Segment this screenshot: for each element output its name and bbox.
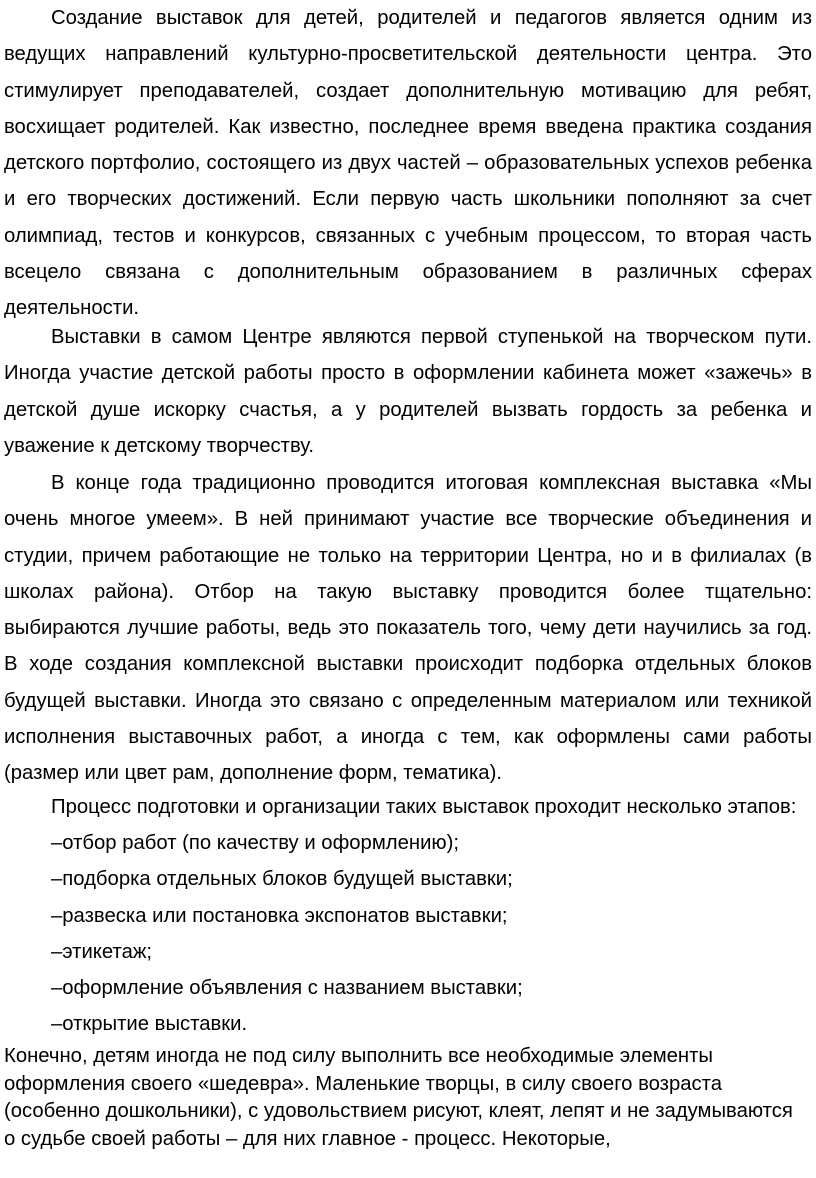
list-item: –этикетаж; [51, 940, 153, 963]
closing-paragraph: Конечно, детям иногда не под силу выполнить все необходимые элементы оформления своего «шедевра». Маленькие творцы, в силу своего возраста (особенно дошкольники), с удовольствием рисуют, клеят, лепят и не задумываются о судьбе своей работы – для них главное - процесс. Некоторые, [4, 1045, 793, 1150]
stages-list [51, 825, 816, 1043]
list-item: –открытие выставки. [51, 1013, 248, 1036]
stages-intro: Процесс подготовки и организации таких выставок проходит несколько этапов: [51, 796, 797, 818]
paragraph-exhibitions-purpose: Создание выставок для детей, родителей и педагогов является одним из ведущих направлений культурно-просветительской деятельности центра. Это стимулирует преподавателей, создает дополнительную мотивацию для ребят, восхищает родителей. Как известно, последнее время введена практика создания детского портфолио, состоящего из двух частей – образовательных успехов ребенка и его творческих достижений. Если первую часть школьники пополняют за счет олимпиад, тестов и конкурсов, связанных с учебным процессом, то вторая часть всецело связана с дополнительным образованием в различных сферах деятельности. [4, 7, 812, 320]
paragraph-center-exhibitions: Выставки в самом Центре являются первой ступенькой на творческом пути. Иногда участие детской работы просто в оформлении кабинета может «зажечь» в детской душе искорку счастья, а у родителей вызвать гордость за ребенка и уважение к детскому творчеству. [4, 326, 812, 457]
list-item: –подборка отдельных блоков будущей выставки; [51, 868, 513, 891]
paragraph-final-exhibition: В конце года традиционно проводится итоговая комплексная выставка «Мы очень многое умеем». В ней принимают участие все творческие объединения и студии, причем работающие не только на территории Центра, но и в филиалах (в школах района). Отбор на такую выставку проводится более тщательно: выбираются лучшие работы, ведь это показатель того, чему дети научились за год. В ходе создания комплексной выставки происходит подборка отдельных блоков будущей выставки. Иногда это связано с определенным материалом или техникой исполнения выставочных работ, а иногда с тем, как оформлены сами работы (размер или цвет рам, дополнение форм, тематика). [4, 472, 812, 785]
list-item: –развеска или постановка экспонатов выставки; [51, 904, 508, 927]
list-item: –оформление объявления с названием выставки; [51, 977, 523, 1000]
list-item: –отбор работ (по качеству и оформлению); [51, 832, 460, 854]
